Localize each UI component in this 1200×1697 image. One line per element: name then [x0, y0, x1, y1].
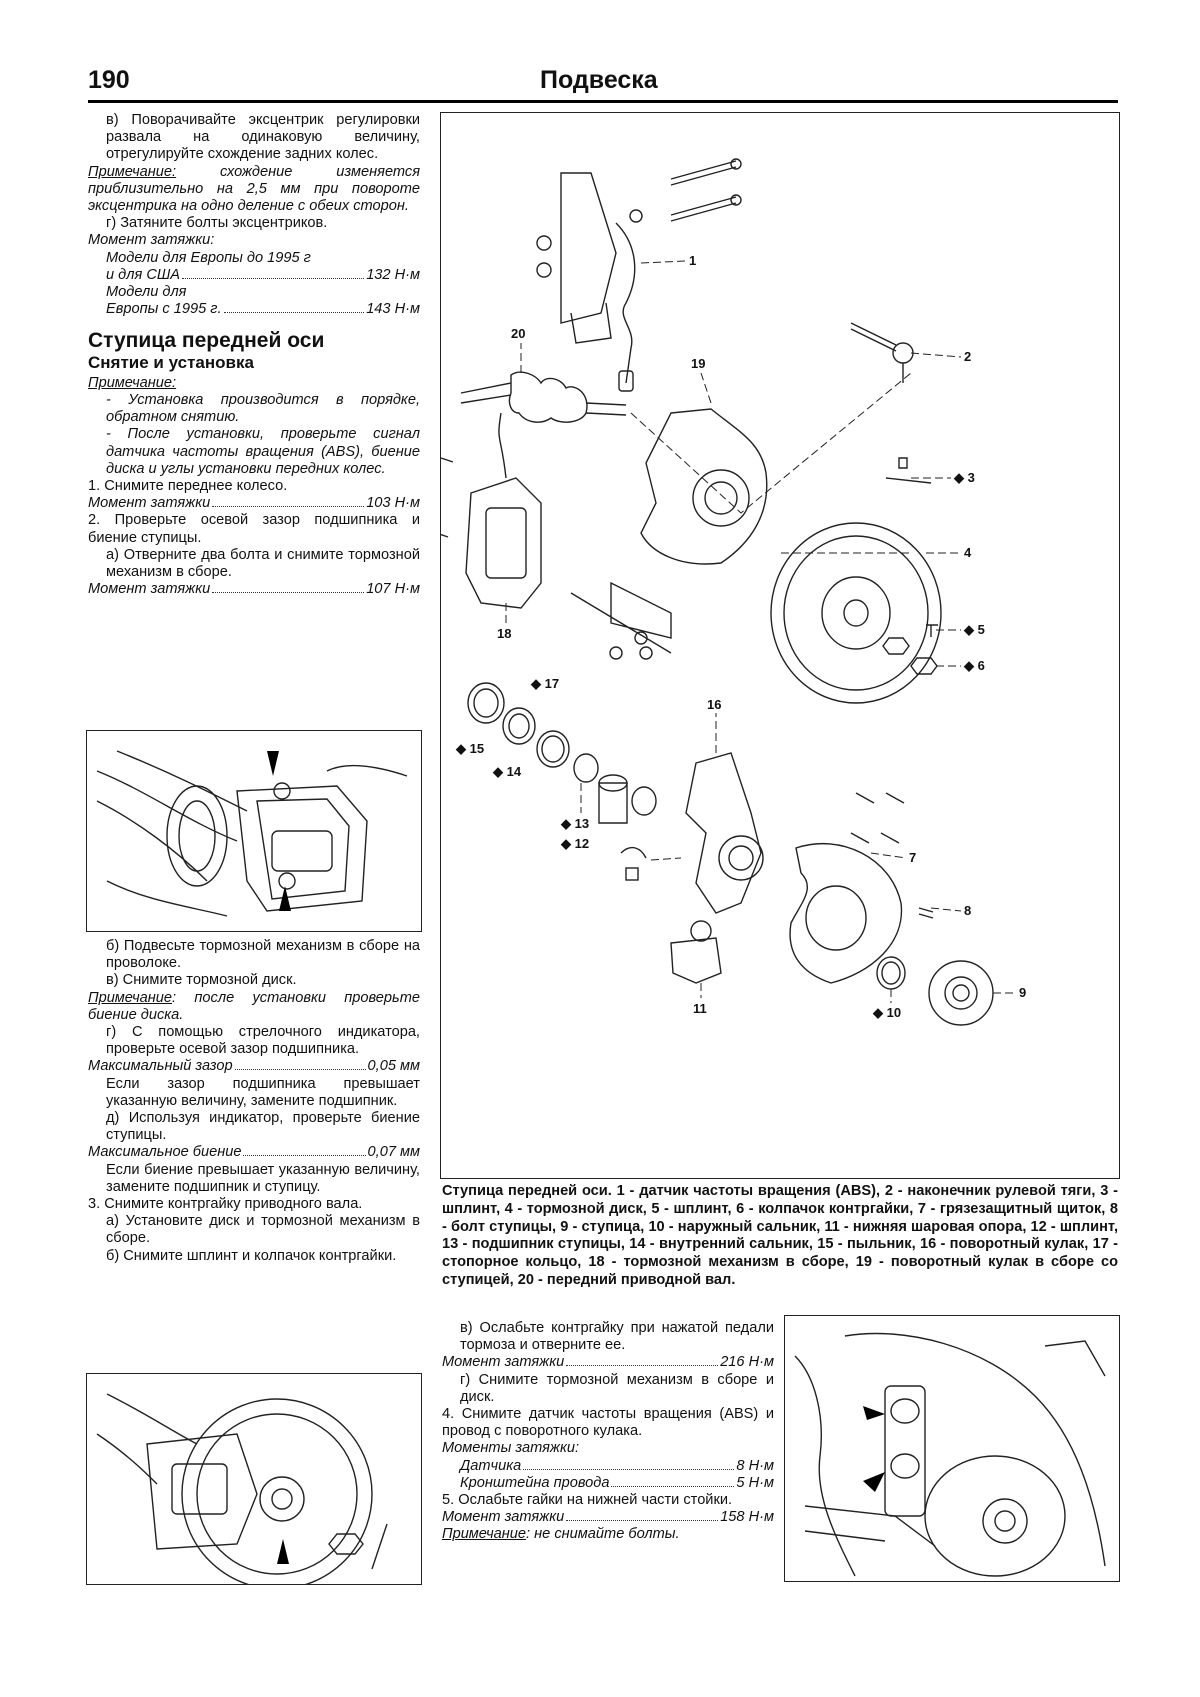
step5-torque-row	[442, 1509, 774, 1526]
torques-label: Моменты затяжки:	[442, 1440, 580, 1457]
step1: 1. Снимите переднее колесо.	[88, 478, 288, 495]
spec-value: 0,05 мм	[367, 1058, 420, 1075]
note3	[88, 990, 420, 1024]
note-text: : не снимайте болты.	[526, 1526, 680, 1543]
torque-value: 103 Н·м	[366, 495, 420, 512]
figure-caption: Ступица передней оси. 1 - датчик частоты вращения (ABS), 2 - наконечник рулевой тяги, 3 - шплинт, 4 - тормозной диск, 5 - шплинт, 6 - колпачок контргайки, 7 - грязезащитный щиток, 8 - болт ступицы, 9 - ступица, 10 - наружный сальник, 11 - нижняя шаровая опора, 12 - шплинт, 13 - подшипник ступицы, 14 - внутренний сальник, 15 - пыльник, 16 - поворотный кулак, 17 - стопорное кольцо, 18 - тормозной механизм в сборе, 19 - поворотный кулак в сборе со ступицей, 20 - передний приводной вал.	[442, 1183, 1118, 1288]
torque-value: 158 Н·м	[720, 1509, 774, 1526]
step-v-camber: в) Поворачивайте эксцентрик регулировки развала на одинаковую величину, отрегулируйте схождение задних колес.	[106, 112, 420, 163]
callout-4: 4	[964, 545, 972, 560]
callout-9: 9	[1019, 985, 1027, 1000]
callout-13: ◆ 13	[561, 816, 590, 831]
note2-item1: - Установка производится в порядке, обратном снятию.	[106, 392, 420, 426]
max-gap-row	[88, 1058, 420, 1075]
torque-value: 107 Н·м	[366, 581, 420, 598]
note-toe	[88, 164, 420, 216]
header-rule	[88, 100, 1118, 103]
callout-2: 2	[964, 349, 972, 364]
note-label: Примечание:	[88, 163, 177, 180]
callout-1: 1	[689, 253, 697, 268]
leader-dots	[566, 1365, 718, 1366]
left-column	[88, 112, 420, 598]
torque-label: Момент затяжки	[88, 581, 211, 598]
torque-label: Датчика	[460, 1457, 522, 1474]
step2-d: д) Используя индикатор, проверьте биение ступицы.	[106, 1110, 420, 1144]
spec-label: Максимальное биение	[88, 1144, 242, 1161]
torque-label: Момент затяжки	[442, 1509, 565, 1526]
step-g-remove: г) Снимите тормозной механизм в сборе и диск.	[460, 1371, 774, 1405]
note-text: схождение изменяется приблизительно на 2,5 мм при повороте эксцентрика на одно деление с обеих сторон.	[88, 163, 420, 215]
leader-dots	[235, 1069, 366, 1070]
figure-strut-nuts	[784, 1315, 1120, 1582]
torque-value: 216 Н·м	[720, 1354, 774, 1371]
step5: 5. Ослабьте гайки на нижней части стойки.	[442, 1492, 733, 1509]
note2-item2: - После установки, проверьте сигнал датчика частоты вращения (ABS), биение диска и углы установки передних колес.	[106, 426, 420, 477]
step4: 4. Снимите датчик частоты вращения (ABS) и провод с поворотного кулака.	[442, 1406, 774, 1440]
section-title: Подвеска	[540, 66, 658, 94]
torque-label: Кронштейна провода	[460, 1474, 610, 1491]
figure-caliper-removal	[86, 730, 422, 932]
heading-removal: Снятие и установка	[88, 352, 254, 372]
bottom-column	[442, 1320, 774, 1544]
torque-value: 8 Н·м	[736, 1457, 774, 1474]
hub-nut-illustration	[87, 1374, 421, 1584]
callout-15: ◆ 15	[456, 741, 485, 756]
callout-3: ◆ 3	[954, 470, 975, 485]
callout-8: 8	[964, 903, 972, 918]
callout-11: 11	[693, 1001, 707, 1016]
callout-10: ◆ 10	[873, 1005, 902, 1020]
leader-dots	[523, 1469, 734, 1470]
torque1-value: 132 Н·м	[366, 266, 420, 283]
callout-19: 19	[691, 356, 706, 371]
heading-hub: Ступица передней оси	[88, 329, 325, 353]
callout-18: 18	[497, 626, 512, 641]
torque1-line2: и для США	[106, 266, 181, 283]
spec-value: 0,07 мм	[367, 1144, 420, 1161]
note-label: Примечание	[88, 989, 173, 1006]
max-runout-row	[88, 1144, 420, 1161]
sensor-torque-row	[442, 1458, 774, 1475]
leader-dots	[224, 312, 365, 313]
locknut-torque-row	[442, 1354, 774, 1371]
note-label: Примечание	[442, 1526, 527, 1543]
runout-text: Если биение превышает указанную величину, замените подшипник и ступицу.	[106, 1161, 420, 1195]
torque-label: Момент затяжки:	[88, 232, 215, 249]
strut-nuts-illustration	[785, 1316, 1119, 1581]
leader-dots	[566, 1520, 718, 1521]
step1-torque-row	[88, 495, 420, 512]
callout-7: 7	[909, 850, 917, 865]
torque2-line1: Модели для	[106, 284, 187, 301]
torque2-line2: Европы с 1995 г.	[106, 301, 222, 318]
callout-6: ◆ 6	[964, 658, 985, 673]
callout-5: ◆ 5	[964, 622, 985, 637]
step2-g: г) С помощью стрелочного индикатора, проверьте осевой зазор подшипника.	[106, 1024, 420, 1058]
step3-a: а) Установите диск и тормозной механизм в сборе.	[106, 1213, 420, 1247]
note-bolts	[442, 1526, 774, 1543]
leader-dots	[611, 1486, 734, 1487]
torque-label: Момент затяжки	[88, 495, 211, 512]
step-v-locknut: в) Ослабьте контргайку при нажатой педали тормоза и отверните ее.	[460, 1320, 774, 1354]
note-text: : после установки проверьте биение диска.	[88, 989, 420, 1023]
callout-12: ◆ 12	[561, 836, 590, 851]
figure-hub-nut	[86, 1373, 422, 1585]
bracket-torque-row	[442, 1475, 774, 1492]
page-number: 190	[88, 66, 130, 94]
step2-torque-row	[88, 581, 420, 598]
step2-v: в) Снимите тормозной диск.	[106, 972, 297, 989]
figure-hub-exploded	[440, 112, 1120, 1179]
torque-label: Момент затяжки	[442, 1354, 565, 1371]
callout-17: ◆ 17	[531, 676, 560, 691]
left-column-lower	[88, 938, 420, 1265]
leader-dots	[212, 506, 364, 507]
spec-label: Максимальный зазор	[88, 1058, 233, 1075]
leader-dots	[182, 278, 364, 279]
step2-b: б) Подвесьте тормозной механизм в сборе на проволоке.	[106, 938, 420, 972]
gap-text: Если зазор подшипника превышает указанную величину, замените подшипник.	[106, 1075, 420, 1109]
caliper-illustration	[87, 731, 421, 931]
step2: 2. Проверьте осевой зазор подшипника и биение ступицы.	[88, 512, 420, 546]
torque1-row	[88, 267, 420, 284]
callout-16: 16	[707, 697, 722, 712]
step3-b: б) Снимите шплинт и колпачок контргайки.	[106, 1247, 397, 1264]
step2-a: а) Отверните два болта и снимите тормозной механизм в сборе.	[106, 546, 420, 581]
leader-dots	[212, 592, 364, 593]
step-g-tighten: г) Затяните болты эксцентриков.	[106, 215, 328, 232]
hub-exploded-illustration	[441, 113, 1119, 1178]
callout-14: ◆ 14	[493, 764, 522, 779]
leader-dots	[243, 1155, 365, 1156]
step3: 3. Снимите контргайку приводного вала.	[88, 1196, 363, 1213]
callout-20: 20	[511, 326, 526, 341]
torque2-row	[88, 301, 420, 318]
torque-value: 5 Н·м	[736, 1474, 774, 1491]
torque2-value: 143 Н·м	[366, 301, 420, 318]
note2-label: Примечание:	[88, 374, 177, 391]
torque1-line1: Модели для Европы до 1995 г	[106, 249, 311, 266]
